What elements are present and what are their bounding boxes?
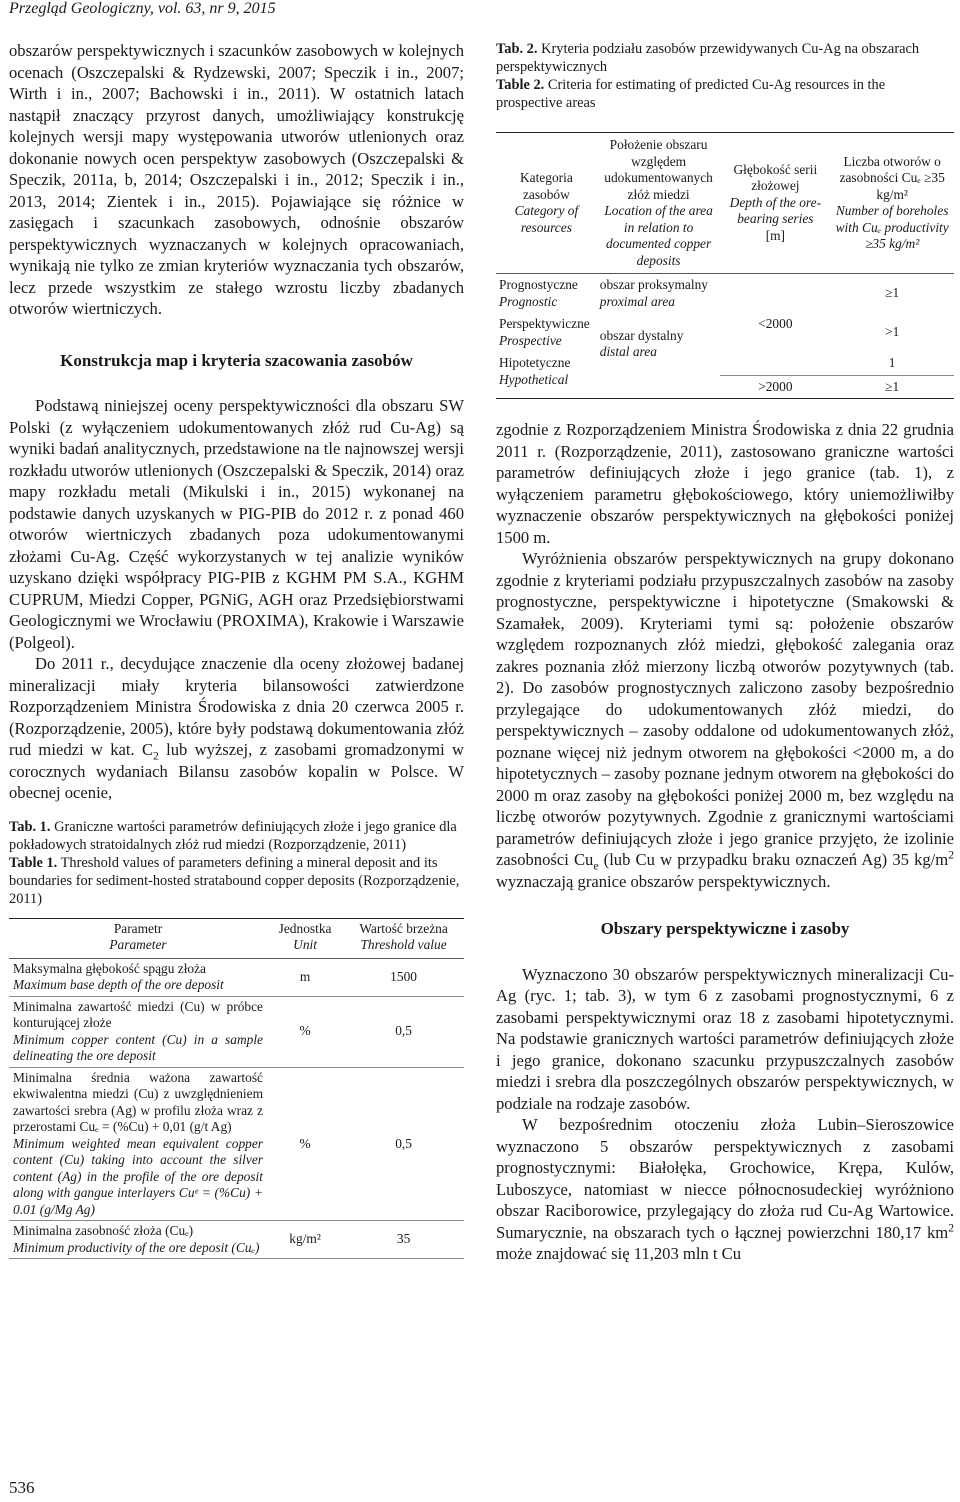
page-number: 536 bbox=[9, 1478, 35, 1497]
table-row: Hipotetyczne Hypothetical 1 bbox=[499, 355, 896, 387]
right-column bbox=[496, 40, 954, 1265]
table2: Kategoria zasobów Category of resources Położenie obszaru względem udokumentowanych złóż miedzi Location of the area in relation to documented copper deposits Głębokość serii złożowej Depth of the ore-bearing series [m] Liczba otworów o zasobności Cuₑ ≥35 kg/m² Number of boreholes with Cuₑ productivity ≥35 kg/m² Prognostyczne Prognostic obszar proksymalny proximal area <2000 ≥1 Perspektywiczne Prospective obszar dystalny distal area >1 Hipotetyczne Hypothetical 1 >2000 ≥1 bbox=[496, 132, 954, 399]
table2-caption: Tab. 2. Kryteria podziału zasobów przewidywanych Cu-Ag na obszarach perspektywicznych Table 2. Criteria for estimating of predicted Cu-Ag resources in the prospective areas bbox=[496, 41, 920, 111]
paragraph: Wyróżnienia obszarów perspektywicznych na grupy dokonano zgodnie z kryteriami podziału przypuszczalnych zasobów na zasoby prognostyczne, perspektywiczne i hipotetyczne (Smakowski & Szamałek, 2009). Kryteriami tymi są: położenie obszarów względem rozpoznanych złóż miedzi, głębokość zalegania oraz zakres poznania złóż mierzony liczbą otworów pozytywnych (tab. 2). Do zasobów prognostycznych zaliczono zasoby bezpośrednio przylegające do udokumentowanych złóż miedzi, do perspektywicznych – zasoby oddalone od udokumentowanych złóż, poznane więcej niż jednym otworem na głębokości <2000 m, a do hipotetycznych – zasoby poznane jednym otworem na głębokości do 2000 m oraz zasoby na głębokości poniżej 2000 m, bez względu na liczbę otworów pozytywnych. Zgodnie z granicznymi wartościami parametrów definiujących złoże i jego granice przyjęto, że izolinie zasobności $Cu_e$ (lub Cu w przypadku braku oznaczeń Ag) 35 $kg/m^2$ wyznaczają granice obszarów perspektywicznych. bbox=[496, 549, 954, 891]
section-heading: Konstrukcja map i kryteria szacowania zasobów bbox=[60, 350, 413, 370]
paragraph: W bezpośrednim otoczeniu złoża Lubin–Sieroszowice wyznaczono 5 obszarów perspektywicznych z zasobami prognostycznymi: Białołęka, Grochowice, Krępa, Kulów, Luboszyce, natomiast w niecce północnosudeckiej wyróżniono obszar Raciborowice, przylegający do złoża rud Cu-Ag Wartowice. Sumarycznie, na obszarach tych o łącznej powierzchni 180,17 $km^2$ może znajdować się 11,203 mln t Cu bbox=[496, 1115, 954, 1263]
table1-caption: Tab. 1. Graniczne wartości parametrów definiujących złoże i jego granice dla pokładowych stratoidalnych złóż rud miedzi (Rozporządzenie, 2011) Table 1. Threshold values of parameters defining a mineral deposit and its boundaries for sediment-hosted stratabound copper deposits (Rozporządzenie, 2011) bbox=[9, 818, 460, 907]
left-column bbox=[9, 40, 464, 1259]
paragraph: zgodnie z Rozporządzeniem Ministra Środowiska z dnia 22 grudnia 2011 r. (Rozporządzenie, 2011), zastosowano graniczne wartości parametrów definiujących złoże i jego granice (tab. 1), z wyłączeniem parametru głębokościowego, który uniemożliwiłby wyznaczenie obszarów perspektywicznych na głębokości poniżej 1500 m. bbox=[496, 420, 954, 547]
table-row: Minimalna średnia ważona zawartość ekwiwalentna miedzi (Cu) z uwzględnieniem zawartości srebra (Ag) w profilu złoża wraz z przerostami Cuₑ = (%Cu) + 0,01 (g/t Ag) Minimum weighted mean equivalent copper content (Cu) taking into account the silver content (Ag) in the profile of the ore deposit along with gangue interlayers Cuᵉ = (%Cu) + 0.01 (g/Mg Ag) % 0,5 bbox=[9, 1067, 464, 1221]
table-row: Maksymalna głębokość spągu złoża Maximum base depth of the ore deposit m 1500 bbox=[9, 958, 464, 996]
section-heading: Obszary perspektywiczne i zasoby bbox=[600, 919, 850, 938]
table-row: Minimalna zawartość miedzi (Cu) w próbce konturującej złoże Minimum copper content (Cu) in a sample delineating the ore deposit % 0,5 bbox=[9, 996, 464, 1067]
table-row: Prognostyczne Prognostic obszar proksymalny proximal area <2000 ≥1 bbox=[499, 277, 900, 331]
journal-header: Przegląd Geologiczny, vol. 63, nr 9, 2015 bbox=[9, 0, 276, 17]
paragraph: Wyznaczono 30 obszarów perspektywicznych mineralizacji Cu-Ag (ryc. 1; tab. 3), w tym 6 z zasobami prognostycznymi, 6 z zasobami perspektywicznymi oraz 18 z zasobami hipotetycznymi. Na podstawie granicznych wartości parametrów definiujących złoże i jego granice, dokonano szacunku przypuszczalnych zasobów miedzi i srebra dla poszczególnych obszarów perspektywicznych, w podziale na rodzaje zasobów. bbox=[496, 964, 954, 1113]
table-row: Perspektywiczne Prospective obszar dystalny distal area >1 bbox=[499, 316, 900, 359]
paragraph: Podstawą niniejszej oceny perspektywiczności dla obszaru SW Polski (z wyłączeniem udokumentowanych złóż rud Cu-Ag) są wyniki badań analitycznych, przedstawione na tle najnowszej wersji rozkładu utworów utlenionych (Oszczepalski & Speczik, 2014) oraz mapy rozkładu metali (Mikulski i in., 2015) wykonanej na podstawie danych uzyskanych w PIG-PIB do 2012 r. z ponad 460 otworów wiertniczych zbadanych poza udokumentowanymi złożami Cu-Ag. Część wykorzystanych w tej analizie wyników uzyskano dzięki współpracy PIG-PIB z KGHM PM S.A., KGHM CUPRUM, Miedzi Copper, PGNiG, AGH oraz Przedsiębiorstwami Geologicznymi we Wrocławiu (PROXIMA), Krakowie i Warszawie (Polgeol). bbox=[9, 396, 464, 652]
table1: Parametr Parameter Jednostka Unit Wartość brzeżna Threshold value Maksymalna głębokość spągu złoża Maximum base depth of the ore deposit m 1500 Minimalna zawartość miedzi (Cu) w próbce konturującej złoże Minimum copper content (Cu) in a sample delineating the ore deposit % 0,5 Minimalna średnia ważona zawartość ekwiwalentna miedzi (Cu) z uwzględnieniem zawartości srebra (Ag) w profilu złoża wraz z przerostami Cuₑ = (%Cu) + 0,01 (g/t Ag) Minimum weighted mean equivalent copper content (Cu) taking into account the silver content (Ag) in the profile of the ore deposit along with gangue interlayers Cuᵉ = (%Cu) + 0.01 (g/Mg Ag) % 0,5 Minimalna zasobność złoża (Cuₑ) Minimum productivity of the ore deposit (Cuₑ) kg/m² 35 bbox=[9, 918, 464, 1260]
table-row: >2000 ≥1 bbox=[496, 375, 954, 399]
paragraph: Do 2011 r., decydujące znaczenie dla oceny złożowej badanej mineralizacji miały kryteria bilansowości zatwierdzone Rozporządzeniem Ministra Środowiska z dnia 20 czerwca 2005 r. (Rozporządzenie, 2005), które były podstawą dokumentowania złóż rud miedzi w kat. $C_2$ lub wyższej, z zasobami gromadzonymi w corocznych wydaniach Bilansu zasobów kopalin w Polsce. W obecnej ocenie, bbox=[9, 654, 464, 802]
table-row: Minimalna zasobność złoża (Cuₑ) Minimum productivity of the ore deposit (Cuₑ) kg/m² 35 bbox=[9, 1221, 464, 1259]
paragraph: obszarów perspektywicznych i szacunków zasobowych w kolejnych ocenach (Oszczepalski & Rydzewski, 2007; Speczik i in., 2007; Wirth i in., 2007; Bachowski i in., 2011). W ostatnich latach nastąpił znaczący przyrost danych, umożliwiający konstrukcję kolejnych wersji mapy występowania utworów utlenionych oraz dokonanie nowych ocen perspektyw zasobowych (Oszczepalski & Speczik, 2011a, b, 2014; Oszczepalski i in., 2012; Speczik i in., 2013, 2014; Zientek i in., 2015). Pojawiające się różnice w zasięgach i szacunkach zasobowych, odnośnie obszarów perspektywicznych wyznaczanych w kolejnych opracowaniach, wynikają nie tylko ze zmian kryteriów wyznaczania tych obszarów, lecz przede wszystkim ze stałego wzrostu liczby zbadanych otworów wiertniczych. bbox=[9, 41, 464, 318]
